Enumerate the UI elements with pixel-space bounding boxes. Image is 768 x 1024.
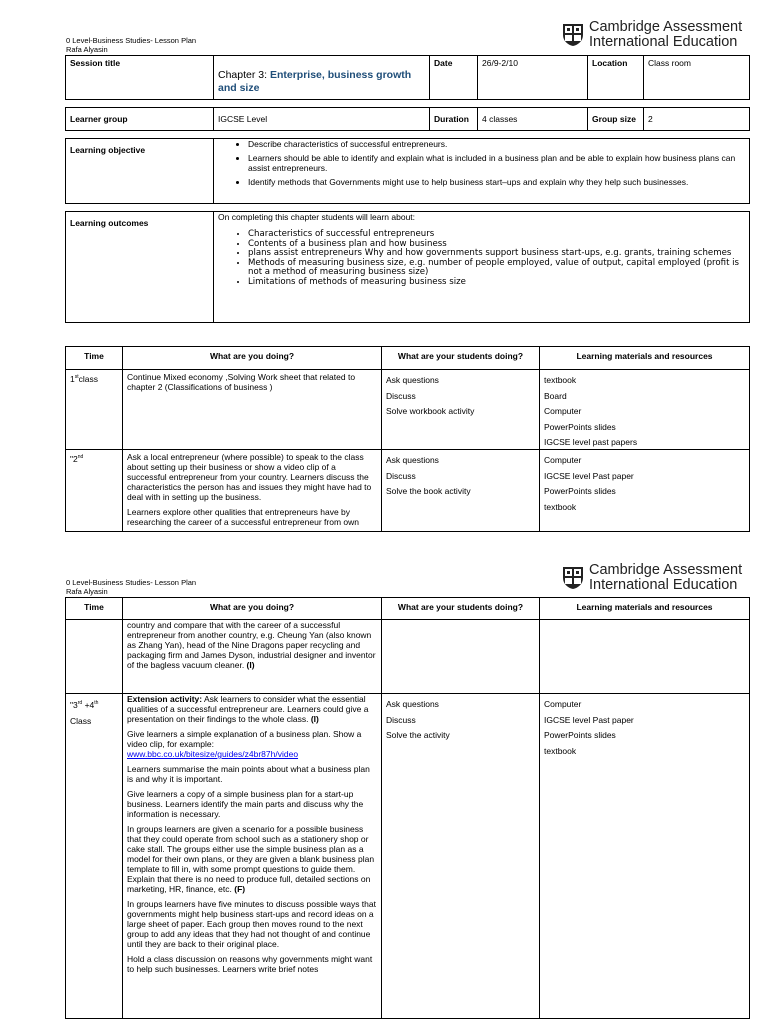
student-activity: Discuss	[386, 470, 416, 481]
row2c-students	[382, 620, 540, 694]
header-what-you: What are you doing?	[123, 347, 382, 370]
outcome-item: • Characteristics of successful entrepreneurs	[248, 230, 745, 240]
session-table	[65, 55, 750, 100]
row2-time: "2nd	[66, 450, 123, 532]
outcome-item: • plans assist entrepreneurs Why and how governments support business start-ups, e.g. grants, training schemes	[248, 249, 745, 259]
objective-list-cell	[214, 139, 750, 204]
objective-table	[65, 138, 750, 204]
student-activity: Discuss	[386, 390, 416, 401]
row1-teacher: Continue Mixed economy ,Solving Work sheet that related to chapter 2 (Classifications of business )	[123, 370, 382, 450]
row2-materials	[540, 450, 750, 532]
material-item: IGCSE level Past paper	[544, 714, 634, 725]
material-item: Computer	[544, 699, 582, 709]
logo-line2: International Education	[589, 34, 738, 50]
groups-scenario-para: In groups learners are given a scenario for a possible business that they could operate from school such as a stationery shop or cake stall. The groups either use the simple business plan as a model for their own plans, or they are given a blank business plan template to fill in, with some prompt questions to guide them. Explain that there is no need to produce full, detailed sections on marketing, HR, finance, etc. (F)	[127, 824, 375, 894]
course-line-p2: 0 Level-Business Studies- Lesson Plan	[66, 578, 197, 587]
objective-item: • Describe characteristics of successful entrepreneurs.	[248, 139, 745, 149]
header-materials: Learning materials and resources	[540, 347, 750, 370]
crest-icon	[562, 23, 584, 47]
row2-students	[382, 450, 540, 532]
header-what-students: What are your students doing?	[382, 598, 540, 620]
student-activity: Discuss	[386, 714, 416, 725]
row3-time: "3rd +4th Class	[66, 694, 123, 1019]
video-link-para	[127, 749, 377, 759]
plan-row-2-continued	[66, 620, 750, 694]
logo-line2: International Education	[589, 577, 738, 593]
plan-row-1	[66, 370, 750, 450]
header-what-students: What are your students doing?	[382, 347, 540, 370]
objective-item: • Identify methods that Governments might use to help business start–ups and explain why they help such businesses.	[248, 177, 745, 187]
date-label: Date	[430, 56, 478, 100]
student-activity: Solve the book activity	[386, 486, 471, 496]
copy-plan-para: Give learners a copy of a simple business plan for a start-up business. Learners identify the main parts and discuss why the information is necessary.	[127, 789, 364, 819]
student-activity: Ask questions	[386, 455, 439, 465]
learner-group-value: IGCSE Level	[214, 108, 430, 131]
location-label: Location	[588, 56, 644, 100]
outcome-item: • Limitations of methods of measuring business size	[248, 278, 745, 288]
plan-row-3	[66, 694, 750, 1019]
row1-materials	[540, 370, 750, 450]
group-size-label: Group size	[588, 108, 644, 131]
session-title-label: Session title	[66, 56, 214, 100]
plan-table-page2	[65, 597, 750, 1019]
row3-students	[382, 694, 540, 1019]
row3-teacher	[123, 694, 382, 1019]
location-value: Class room	[644, 56, 750, 100]
material-item: Board	[544, 390, 567, 401]
author-name: Rafa Alyasin	[66, 45, 108, 54]
objective-list	[218, 139, 745, 187]
learner-table	[65, 107, 750, 131]
date-value: 26/9-2/10	[478, 56, 588, 100]
row1-students	[382, 370, 540, 450]
outcomes-list	[218, 230, 745, 287]
header-materials: Learning materials and resources	[540, 598, 750, 620]
row2c-time	[66, 620, 123, 694]
row2c-materials	[540, 620, 750, 694]
outcomes-cell	[214, 212, 750, 323]
logo-line1: Cambridge Assessment	[589, 19, 743, 35]
material-item: textbook	[544, 501, 577, 512]
material-item: Computer	[544, 406, 582, 416]
material-item: IGCSE level Past paper	[544, 470, 634, 481]
extension-activity: Extension activity: Ask learners to consider what the essential qualities of a successful entrepreneur are. Learners could give a presentation on their findings to the whole class. (I)	[127, 694, 369, 724]
plan-table-page1	[65, 346, 750, 532]
group-size-value: 2	[644, 108, 750, 131]
header-what-you: What are you doing?	[123, 598, 382, 620]
outcomes-intro: On completing this chapter students will learn about:	[218, 212, 416, 222]
material-item: PowerPoints slides	[544, 486, 616, 496]
outcomes-label: Learning outcomes	[66, 212, 214, 323]
row2-teacher	[123, 450, 382, 532]
duration-value: 4 classes	[478, 108, 588, 131]
row2-teacher-p2: Learners explore other qualities that entrepreneurs have by researching the career of a successful entrepreneur from own	[127, 507, 359, 527]
material-item: textbook	[544, 745, 577, 756]
summarise-para: Learners summarise the main points about what a business plan is and why it is important.	[127, 764, 370, 784]
objective-item: • Learners should be able to identify and explain what is included in a business plan and be able to explain how business plans can assist entrepreneurs.	[248, 153, 745, 173]
cambridge-logo	[562, 20, 742, 50]
explain-business-plan: Give learners a simple explanation of a business plan. Show a video clip, for example:	[127, 729, 362, 749]
student-activity: Ask questions	[386, 375, 439, 385]
student-activity: Ask questions	[386, 699, 439, 709]
plan-row-2	[66, 450, 750, 532]
header-time: Time	[66, 598, 123, 620]
row3-materials	[540, 694, 750, 1019]
learner-group-label: Learner group	[66, 108, 214, 131]
five-minutes-para: In groups learners have five minutes to discuss possible ways that governments might help business start-ups and record ideas on a large sheet of paper. Each group then moves round to the next group to add any ideas that they had not thought of and continue until they are back to their original place.	[127, 899, 376, 949]
row2-teacher-p1: Ask a local entrepreneur (where possible) to speak to the class about setting up their business or show a video clip of a successful entrepreneur from your country. Learners discuss the characteristics the person has and issues they might have had to deal with in setting up the business.	[127, 452, 372, 502]
header-time: Time	[66, 347, 123, 370]
chapter-title	[214, 56, 430, 100]
student-activity: Solve workbook activity	[386, 406, 475, 416]
material-item: PowerPoints slides	[544, 421, 616, 432]
video-link[interactable]: www.bbc.co.uk/bitesize/guides/z4br87h/video	[127, 749, 299, 759]
class-discussion-para: Hold a class discussion on reasons why governments might want to help such businesses. Learners write brief notes	[127, 954, 373, 974]
row1-time: 1stclass	[66, 370, 123, 450]
outcome-item: • Methods of measuring business size, e.g. number of people employed, value of output, capital employed (profit is not a method of measuring business size)	[248, 259, 745, 278]
material-item: PowerPoints slides	[544, 730, 616, 740]
material-item: IGCSE level past papers	[544, 437, 638, 447]
logo-line1: Cambridge Assessment	[589, 562, 743, 578]
cambridge-logo-p2	[562, 563, 742, 593]
author-name-p2: Rafa Alyasin	[66, 587, 108, 596]
material-item: Computer	[544, 455, 582, 465]
row2c-teacher: country and compare that with the career of a successful entrepreneur from another country, e.g. Cheung Yan (also known as Zhang Yan), head of the Nine Dragons paper recycling and packaging firm and James Dyson, industrial designer and inventor of the bagless vacuum cleaner. (I)	[123, 620, 382, 694]
course-line: 0 Level-Business Studies- Lesson Plan	[66, 36, 197, 45]
crest-icon	[562, 566, 584, 590]
duration-label: Duration	[430, 108, 478, 131]
chapter-prefix: Chapter 3:	[218, 69, 270, 81]
student-activity: Solve the activity	[386, 730, 450, 740]
chapter-name: Enterprise, business growth and size	[218, 69, 412, 94]
material-item: textbook	[544, 375, 577, 385]
objective-label: Learning objective	[66, 139, 214, 204]
outcome-item: • Contents of a business plan and how business	[248, 240, 745, 250]
outcomes-table	[65, 211, 750, 323]
